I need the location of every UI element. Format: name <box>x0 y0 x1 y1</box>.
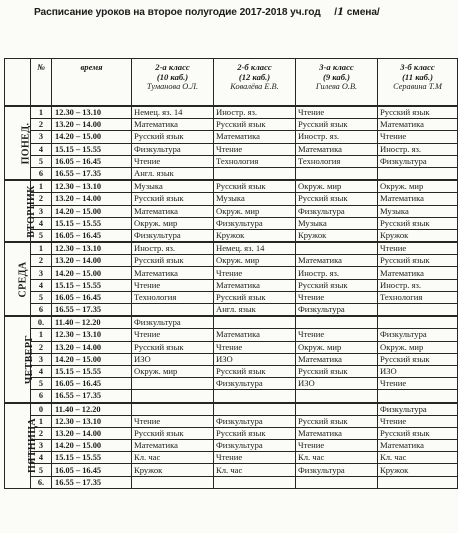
subject-cell: Математика <box>296 427 378 439</box>
subject-cell: Русский язык <box>214 427 296 439</box>
subject-cell <box>214 390 296 403</box>
lesson-number: 4 <box>31 143 52 155</box>
table-row <box>5 229 458 242</box>
subject-cell: Иностр. яз. <box>132 242 214 255</box>
class-header: 3-б класс (11 каб.) Серавина Т.М <box>378 59 458 107</box>
table-row <box>5 167 458 180</box>
table-row <box>5 415 458 427</box>
subject-cell: Физкультура <box>132 143 214 155</box>
lesson-time: 11.40 – 12.20 <box>52 316 132 329</box>
lesson-time: 14.20 – 15.00 <box>52 353 132 365</box>
subject-cell: Русский язык <box>132 193 214 205</box>
title-main: Расписание уроков на второе полугодие 2017-2018 уч.год <box>34 7 321 18</box>
subject-cell: Русский язык <box>378 106 458 119</box>
lesson-time: 13.20 – 14.00 <box>52 193 132 205</box>
subject-cell: Физкультура <box>214 440 296 452</box>
subject-cell <box>296 403 378 416</box>
subject-cell: Русский язык <box>378 255 458 267</box>
lesson-time: 15.15 – 15.55 <box>52 452 132 464</box>
table-row <box>5 316 458 329</box>
subject-cell: Чтение <box>214 452 296 464</box>
subject-cell: Иностр. яз. <box>378 279 458 291</box>
table-row <box>5 427 458 439</box>
subject-cell: ИЗО <box>214 353 296 365</box>
subject-cell: Технология <box>132 291 214 303</box>
subject-cell: Русский язык <box>296 279 378 291</box>
subject-cell: Математика <box>378 440 458 452</box>
subject-cell: Иностр. яз. <box>214 106 296 119</box>
lesson-number: 3 <box>31 131 52 143</box>
subject-cell <box>378 390 458 403</box>
subject-cell: ИЗО <box>132 353 214 365</box>
schedule-table <box>4 58 458 489</box>
subject-cell: Физкультура <box>378 403 458 416</box>
number-header: № <box>31 59 52 107</box>
table-row <box>5 119 458 131</box>
schedule-sheet <box>4 58 457 530</box>
subject-cell: Физкультура <box>296 464 378 476</box>
page-title <box>34 6 444 22</box>
lesson-number: 6 <box>31 167 52 180</box>
title-shift-suffix: смена/ <box>344 7 380 18</box>
subject-cell: Кружок <box>132 464 214 476</box>
lesson-number: 5 <box>31 155 52 167</box>
subject-cell: Музыка <box>132 180 214 193</box>
lesson-number: 1 <box>31 415 52 427</box>
lesson-number: 6. <box>31 476 52 488</box>
subject-cell: Русский язык <box>214 119 296 131</box>
header-row <box>5 59 458 107</box>
subject-cell <box>132 304 214 317</box>
subject-cell: Математика <box>132 119 214 131</box>
lesson-number: 2 <box>31 119 52 131</box>
subject-cell <box>214 167 296 180</box>
table-row <box>5 131 458 143</box>
table-row <box>5 403 458 416</box>
lesson-number: 1 <box>31 329 52 341</box>
subject-cell: Математика <box>214 329 296 341</box>
lesson-time: 16.55 – 17.35 <box>52 390 132 403</box>
lesson-number: 2 <box>31 341 52 353</box>
subject-cell: Чтение <box>296 106 378 119</box>
subject-cell: Чтение <box>378 242 458 255</box>
subject-cell: Математика <box>132 440 214 452</box>
subject-cell: Русский язык <box>378 353 458 365</box>
table-row <box>5 378 458 390</box>
subject-cell <box>296 316 378 329</box>
subject-cell: Русский язык <box>214 180 296 193</box>
table-row <box>5 291 458 303</box>
table-row <box>5 452 458 464</box>
lesson-time: 16.55 – 17.35 <box>52 304 132 317</box>
lesson-number: 5 <box>31 464 52 476</box>
title-shift-prefix: / <box>334 7 337 18</box>
subject-cell: Математика <box>296 255 378 267</box>
subject-cell <box>296 167 378 180</box>
subject-cell: Чтение <box>132 155 214 167</box>
subject-cell: Музыка <box>378 205 458 217</box>
lesson-time: 15.15 – 15.55 <box>52 143 132 155</box>
lesson-time: 16.55 – 17.35 <box>52 476 132 488</box>
subject-cell: Немец. яз. 14 <box>132 106 214 119</box>
subject-cell: Математика <box>378 119 458 131</box>
lesson-time: 14.20 – 15.00 <box>52 131 132 143</box>
subject-cell: Физкультура <box>214 217 296 229</box>
lesson-time: 14.20 – 15.00 <box>52 267 132 279</box>
lesson-number: 5 <box>31 378 52 390</box>
table-row <box>5 341 458 353</box>
subject-cell: Русский язык <box>132 341 214 353</box>
lesson-number: 0 <box>31 403 52 416</box>
subject-cell <box>378 476 458 488</box>
day-label <box>5 242 31 316</box>
table-row <box>5 155 458 167</box>
day-name: ВТОРНИК <box>25 184 37 238</box>
subject-cell: Кл. час <box>132 452 214 464</box>
subject-cell: ИЗО <box>296 378 378 390</box>
lesson-number: 1 <box>31 180 52 193</box>
subject-cell: Кл. час <box>214 464 296 476</box>
subject-cell <box>296 242 378 255</box>
subject-cell <box>378 167 458 180</box>
subject-cell: Технология <box>378 291 458 303</box>
table-row <box>5 255 458 267</box>
lesson-time: 15.15 – 15.55 <box>52 365 132 377</box>
subject-cell: ИЗО <box>378 365 458 377</box>
lesson-time: 12.30 – 13.10 <box>52 415 132 427</box>
subject-cell: Чтение <box>378 131 458 143</box>
subject-cell: Кл. час <box>296 452 378 464</box>
subject-cell: Русский язык <box>296 415 378 427</box>
subject-cell: Окруж. мир <box>132 365 214 377</box>
subject-cell: Физкультура <box>296 205 378 217</box>
lesson-number: 3 <box>31 267 52 279</box>
subject-cell: Кружок <box>378 464 458 476</box>
subject-cell: Чтение <box>214 267 296 279</box>
subject-cell: Немец. яз. 14 <box>214 242 296 255</box>
table-row <box>5 440 458 452</box>
subject-cell: Англ. язык <box>214 304 296 317</box>
subject-cell: Окруж. мир <box>214 255 296 267</box>
day-header <box>5 59 31 107</box>
subject-cell: Окруж. мир <box>296 180 378 193</box>
subject-cell: Окруж. мир <box>378 180 458 193</box>
lesson-time: 12.30 – 13.10 <box>52 329 132 341</box>
lesson-time: 12.30 – 13.10 <box>52 242 132 255</box>
subject-cell <box>296 390 378 403</box>
table-row <box>5 217 458 229</box>
subject-cell: Физкультура <box>378 329 458 341</box>
subject-cell: Чтение <box>378 378 458 390</box>
table-row <box>5 304 458 317</box>
day-name: ЧЕТВЕРГ <box>24 334 36 384</box>
subject-cell: Англ. язык <box>132 167 214 180</box>
lesson-time: 13.20 – 14.00 <box>52 119 132 131</box>
lesson-time: 15.15 – 15.55 <box>52 217 132 229</box>
subject-cell <box>378 304 458 317</box>
lesson-time: 11.40 – 12.20 <box>52 403 132 416</box>
lesson-number: 0. <box>31 316 52 329</box>
subject-cell: Русский язык <box>132 131 214 143</box>
subject-cell: Русский язык <box>214 365 296 377</box>
subject-cell: Чтение <box>296 440 378 452</box>
lesson-time: 14.20 – 15.00 <box>52 440 132 452</box>
lesson-number: 2 <box>31 255 52 267</box>
subject-cell <box>132 476 214 488</box>
day-name: СРЕДА <box>17 261 29 298</box>
lesson-time: 16.05 – 16.45 <box>52 378 132 390</box>
lesson-number: 6 <box>31 304 52 317</box>
subject-cell <box>214 316 296 329</box>
table-row <box>5 279 458 291</box>
subject-cell: Кружок <box>214 229 296 242</box>
subject-cell: Математика <box>214 279 296 291</box>
lesson-number: 1 <box>31 242 52 255</box>
table-row <box>5 180 458 193</box>
day-label <box>5 180 37 242</box>
lesson-number: 4 <box>31 365 52 377</box>
lesson-time: 13.20 – 14.00 <box>52 341 132 353</box>
day-name: ПОНЕД. <box>20 122 32 164</box>
day-label <box>5 316 36 402</box>
lesson-number: 4 <box>31 279 52 291</box>
subject-cell: Окруж. мир <box>378 341 458 353</box>
subject-cell: Чтение <box>214 143 296 155</box>
subject-cell: Математика <box>132 205 214 217</box>
lesson-time: 15.15 – 15.55 <box>52 279 132 291</box>
subject-cell: Чтение <box>132 415 214 427</box>
table-row <box>5 464 458 476</box>
subject-cell <box>296 476 378 488</box>
subject-cell: Русский язык <box>378 217 458 229</box>
subject-cell: Чтение <box>132 279 214 291</box>
lesson-number: 3 <box>31 440 52 452</box>
subject-cell: Физкультура <box>214 415 296 427</box>
table-row <box>5 476 458 488</box>
lesson-number: 4 <box>31 452 52 464</box>
subject-cell: Математика <box>378 267 458 279</box>
table-row <box>5 329 458 341</box>
lesson-number: 3 <box>31 205 52 217</box>
subject-cell: Технология <box>296 155 378 167</box>
subject-cell: Окруж. мир <box>132 217 214 229</box>
table-row <box>5 353 458 365</box>
class-header: 2-б класс (12 каб.) Ковалёва Е.В. <box>214 59 296 107</box>
lesson-time: 16.05 – 16.45 <box>52 291 132 303</box>
subject-cell: Русский язык <box>296 119 378 131</box>
subject-cell <box>132 378 214 390</box>
subject-cell: Иностр. яз. <box>296 267 378 279</box>
lesson-number: 6 <box>31 390 52 403</box>
table-row <box>5 267 458 279</box>
subject-cell: Русский язык <box>296 365 378 377</box>
class-header: 3-а класс (9 каб.) Гилева О.В. <box>296 59 378 107</box>
lesson-number: 2 <box>31 193 52 205</box>
subject-cell: Русский язык <box>132 427 214 439</box>
table-row <box>5 143 458 155</box>
lesson-time: 12.30 – 13.10 <box>52 106 132 119</box>
subject-cell: Технология <box>214 155 296 167</box>
subject-cell: Физкультура <box>378 155 458 167</box>
subject-cell: Русский язык <box>378 427 458 439</box>
day-label <box>5 106 31 180</box>
table-row <box>5 242 458 255</box>
subject-cell: Математика <box>378 193 458 205</box>
subject-cell <box>132 390 214 403</box>
shift-number: 1 <box>337 6 344 18</box>
subject-cell: Русский язык <box>214 291 296 303</box>
table-row <box>5 193 458 205</box>
subject-cell: Чтение <box>296 329 378 341</box>
subject-cell: Физкультура <box>214 378 296 390</box>
subject-cell: Русский язык <box>296 193 378 205</box>
lesson-number: 3 <box>31 353 52 365</box>
subject-cell: Кружок <box>378 229 458 242</box>
subject-cell: Иностр. яз. <box>378 143 458 155</box>
day-name: ПЯТНИЦА <box>27 418 39 474</box>
subject-cell: Окруж. мир <box>214 205 296 217</box>
subject-cell: Физкультура <box>132 229 214 242</box>
lesson-number: 5 <box>31 291 52 303</box>
subject-cell: Математика <box>132 267 214 279</box>
subject-cell <box>214 476 296 488</box>
subject-cell: Чтение <box>296 291 378 303</box>
subject-cell: Музыка <box>296 217 378 229</box>
lesson-time: 13.20 – 14.00 <box>52 427 132 439</box>
lesson-number: 5 <box>31 229 52 242</box>
lesson-time: 13.20 – 14.00 <box>52 255 132 267</box>
subject-cell: Кружок <box>296 229 378 242</box>
schedule-body <box>5 106 458 488</box>
subject-cell: Иностр. яз. <box>296 131 378 143</box>
day-label <box>5 403 39 489</box>
lesson-number: 4 <box>31 217 52 229</box>
subject-cell: Русский язык <box>132 255 214 267</box>
lesson-time: 16.05 – 16.45 <box>52 155 132 167</box>
subject-cell <box>378 316 458 329</box>
subject-cell: Музыка <box>214 193 296 205</box>
subject-cell: Математика <box>296 143 378 155</box>
table-row <box>5 205 458 217</box>
table-row <box>5 365 458 377</box>
subject-cell: Чтение <box>132 329 214 341</box>
class-header: 2-а класс (10 каб.) Туманова О.Л. <box>132 59 214 107</box>
subject-cell: Математика <box>296 353 378 365</box>
subject-cell: Математика <box>214 131 296 143</box>
subject-cell <box>132 403 214 416</box>
lesson-time: 16.55 – 17.35 <box>52 167 132 180</box>
lesson-time: 16.05 – 16.45 <box>52 229 132 242</box>
subject-cell: Чтение <box>214 341 296 353</box>
lesson-time: 14.20 – 15.00 <box>52 205 132 217</box>
lesson-time: 16.05 – 16.45 <box>52 464 132 476</box>
lesson-number: 1 <box>31 106 52 119</box>
table-row <box>5 106 458 119</box>
lesson-time: 12.30 – 13.10 <box>52 180 132 193</box>
subject-cell: Окруж. мир <box>296 341 378 353</box>
time-header: время <box>52 59 132 107</box>
lesson-number: 2 <box>31 427 52 439</box>
subject-cell: Физкультура <box>132 316 214 329</box>
subject-cell: Физкультура <box>296 304 378 317</box>
subject-cell <box>214 403 296 416</box>
subject-cell: Чтение <box>378 415 458 427</box>
table-row <box>5 390 458 403</box>
subject-cell: Кл. час <box>378 452 458 464</box>
